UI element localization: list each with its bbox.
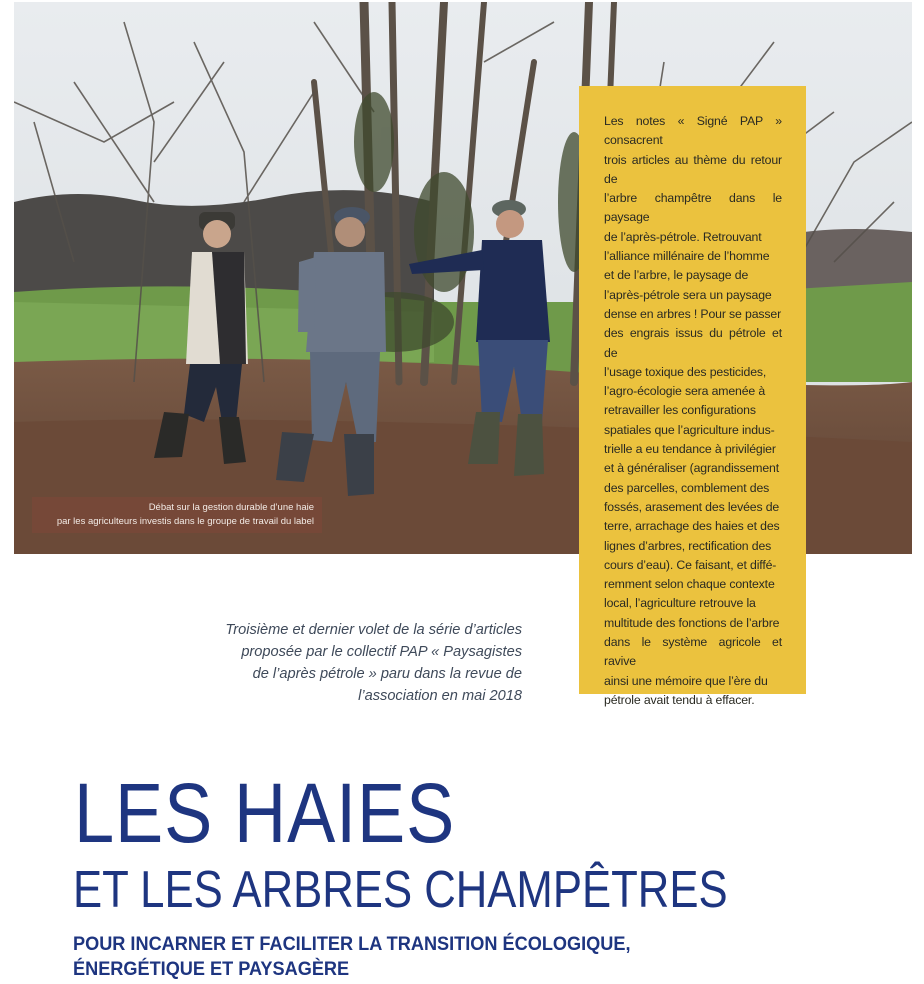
intro-line-3: de l’après pétrole » paru dans la revue de [252, 666, 522, 682]
subtitle-line-1: POUR INCARNER ET FACILITER LA TRANSITION ÉCOLOGIQUE, [73, 933, 631, 955]
intro-text [150, 619, 522, 707]
intro-line-4: l’association en mai 2018 [358, 688, 522, 704]
caption-line-2: par les agriculteurs investis dans le groupe de travail du label [56, 516, 314, 527]
article-subtitle [73, 932, 873, 982]
article-title: LES HAIES [74, 766, 456, 860]
photo-caption [32, 497, 322, 533]
subtitle-line-2: ÉNERGÉTIQUE ET PAYSAGÈRE [73, 958, 350, 980]
intro-line-2: proposée par le collectif PAP « Paysagistes [241, 644, 522, 660]
article-title-line-2: ET LES ARBRES CHAMPÊTRES [73, 861, 728, 919]
sidebar-text: Les notes « Signé PAP » consacrent trois articles au thème du retour de l’arbre champêtre dans le paysage de l’après-pétrole. Retrouvant l’alliance millénaire de l’homme et de l’arbre, le paysage de l’après-pétrole sera un paysage dense en arbres ! Pour se passer des engrais issus du pétrole et de l’usage toxique des pesticides, l’agro-écologie sera amenée à retravailler les configurations spatiales que l’agriculture indus- trielle a eu tendance à privilégier et à généraliser (agrandissement des parcelles, comblement des fossés, arasement des levées de terre, arrachage des haies et des lignes d’arbres, rectification des cours d’eau). Ce faisant, et diffé- remment selon chaque contexte local, l’agriculture retrouve la multitude des fonctions de l’arbre dans le système agricole et ravive ainsi une mémoire que l’ère du pétrole avait tendu à effacer. [604, 114, 782, 707]
intro-line-1: Troisième et dernier volet de la série d’articles [225, 622, 522, 638]
caption-line-1: Débat sur la gestion durable d’une haie [148, 502, 314, 513]
